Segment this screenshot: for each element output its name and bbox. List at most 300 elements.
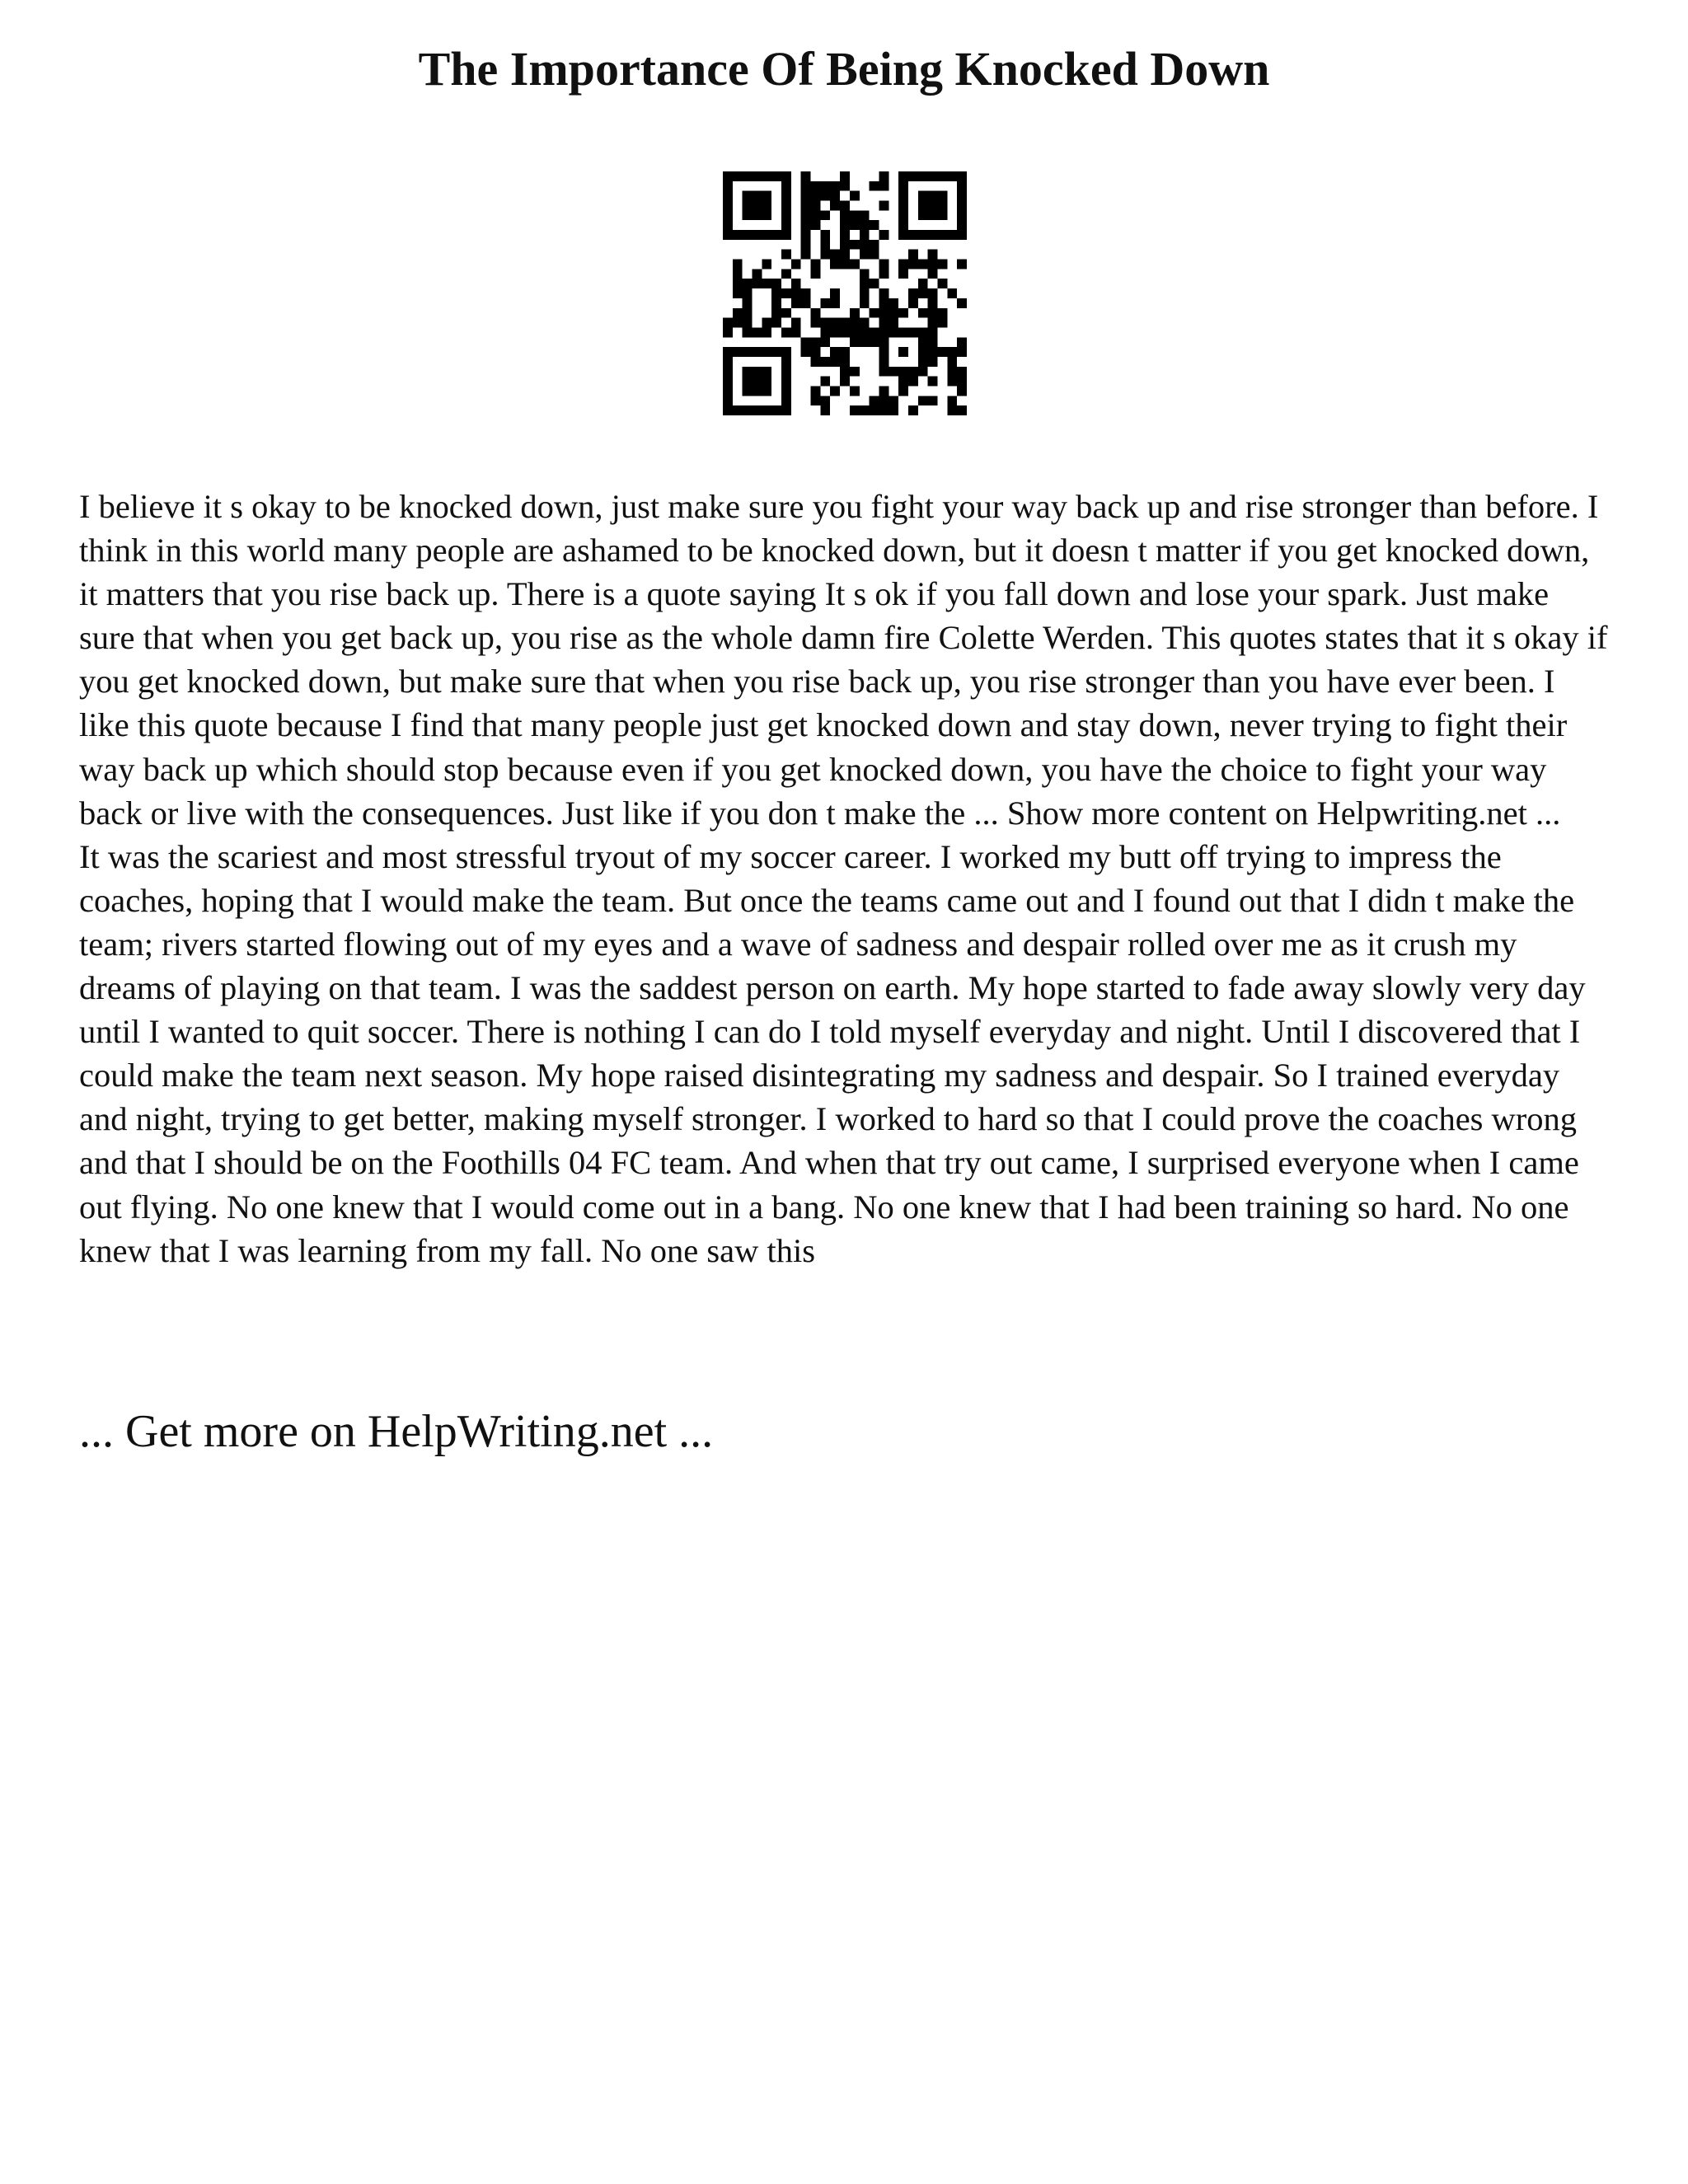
qr-module xyxy=(860,327,870,337)
qr-module xyxy=(811,337,821,347)
qr-module xyxy=(771,288,781,298)
qr-module xyxy=(733,230,743,240)
qr-module xyxy=(781,405,791,415)
qr-module xyxy=(801,337,811,347)
qr-module xyxy=(860,279,870,288)
qr-module xyxy=(870,240,879,250)
qr-module xyxy=(879,318,889,328)
qr-module xyxy=(957,405,967,415)
qr-module xyxy=(762,318,771,328)
qr-module xyxy=(723,191,733,201)
qr-module xyxy=(879,327,889,337)
qr-module xyxy=(840,367,850,377)
qr-module xyxy=(791,298,801,308)
qr-module xyxy=(879,308,889,318)
qr-module xyxy=(840,327,850,337)
qr-module xyxy=(937,171,947,181)
qr-module xyxy=(870,308,879,318)
qr-module xyxy=(928,327,938,337)
qr-module xyxy=(733,279,743,288)
qr-module xyxy=(928,269,938,279)
qr-module xyxy=(937,260,947,269)
qr-module xyxy=(723,220,733,230)
qr-module xyxy=(870,220,879,230)
qr-module xyxy=(840,230,850,240)
qr-module xyxy=(957,386,967,396)
qr-module xyxy=(860,288,870,298)
qr-module xyxy=(860,337,870,347)
qr-module xyxy=(957,191,967,201)
qr-module xyxy=(820,357,830,367)
qr-module xyxy=(947,171,957,181)
qr-module xyxy=(743,405,753,415)
qr-module xyxy=(771,171,781,181)
qr-module xyxy=(762,279,771,288)
qr-module xyxy=(947,230,957,240)
qr-module xyxy=(743,171,753,181)
qr-module xyxy=(860,269,870,279)
qr-module xyxy=(918,367,928,377)
qr-module xyxy=(733,347,743,357)
qr-module xyxy=(830,201,840,211)
qr-module xyxy=(879,260,889,269)
qr-module xyxy=(937,279,947,288)
qr-module xyxy=(791,327,801,337)
qr-module xyxy=(811,210,821,220)
qr-module xyxy=(811,201,821,211)
qr-module xyxy=(771,405,781,415)
qr-module xyxy=(723,357,733,367)
qr-module xyxy=(879,181,889,191)
qr-module xyxy=(733,308,743,318)
qr-module xyxy=(908,367,918,377)
qr-module xyxy=(781,288,791,298)
qr-module xyxy=(918,357,928,367)
qr-module xyxy=(898,308,908,318)
qr-module xyxy=(928,347,938,357)
qr-module xyxy=(743,288,753,298)
qr-module xyxy=(898,201,908,211)
qr-module xyxy=(781,367,791,377)
qr-module xyxy=(908,405,918,415)
qr-module xyxy=(840,220,850,230)
qr-module xyxy=(947,347,957,357)
qr-module xyxy=(918,201,928,211)
qr-module xyxy=(879,337,889,347)
qr-module xyxy=(820,377,830,387)
qr-module xyxy=(928,357,938,367)
qr-module xyxy=(743,386,753,396)
qr-module xyxy=(723,318,733,328)
qr-module xyxy=(791,260,801,269)
qr-module xyxy=(908,377,918,387)
qr-module xyxy=(801,210,811,220)
qr-module xyxy=(781,181,791,191)
qr-module xyxy=(928,377,938,387)
qr-module xyxy=(898,181,908,191)
qr-module xyxy=(791,318,801,328)
qr-module xyxy=(733,260,743,269)
qr-module xyxy=(820,318,830,328)
qr-module xyxy=(850,337,860,347)
qr-module xyxy=(762,210,771,220)
document-title: The Importance Of Being Knocked Down xyxy=(418,42,1270,96)
qr-module xyxy=(947,367,957,377)
qr-module xyxy=(820,230,830,240)
qr-module xyxy=(908,327,918,337)
qr-module xyxy=(898,347,908,357)
qr-module xyxy=(957,377,967,387)
qr-module xyxy=(743,191,753,201)
qr-module xyxy=(870,337,879,347)
qr-module xyxy=(918,327,928,337)
qr-module xyxy=(781,171,791,181)
qr-module xyxy=(743,210,753,220)
qr-module xyxy=(753,405,762,415)
qr-module xyxy=(918,171,928,181)
qr-module xyxy=(889,367,898,377)
qr-module xyxy=(781,377,791,387)
qr-module xyxy=(898,327,908,337)
qr-module xyxy=(928,250,938,260)
qr-module xyxy=(801,298,811,308)
qr-module xyxy=(947,396,957,405)
qr-module xyxy=(879,405,889,415)
qr-module xyxy=(957,181,967,191)
qr-module xyxy=(811,181,821,191)
qr-module xyxy=(840,181,850,191)
qr-module xyxy=(781,210,791,220)
qr-module xyxy=(733,269,743,279)
qr-module xyxy=(762,327,771,337)
qr-module xyxy=(830,357,840,367)
qr-module xyxy=(723,171,733,181)
qr-module xyxy=(870,181,879,191)
qr-module xyxy=(753,191,762,201)
qr-module xyxy=(811,396,821,405)
qr-module xyxy=(762,201,771,211)
qr-module xyxy=(918,288,928,298)
qr-module xyxy=(908,298,918,308)
qr-module xyxy=(771,298,781,308)
qr-module xyxy=(850,367,860,377)
qr-module xyxy=(743,377,753,387)
qr-module xyxy=(781,386,791,396)
qr-module xyxy=(723,386,733,396)
qr-module xyxy=(771,308,781,318)
qr-module xyxy=(879,347,889,357)
qr-module xyxy=(820,327,830,337)
qr-module xyxy=(811,347,821,357)
qr-module xyxy=(753,269,762,279)
qr-module xyxy=(830,250,840,260)
qr-module xyxy=(762,347,771,357)
qr-module xyxy=(801,250,811,260)
qr-module xyxy=(771,347,781,357)
qr-module xyxy=(811,191,821,201)
qr-module xyxy=(801,181,811,191)
qr-module xyxy=(781,396,791,405)
qr-module xyxy=(860,210,870,220)
qr-module xyxy=(830,181,840,191)
qr-module xyxy=(762,377,771,387)
qr-module xyxy=(898,377,908,387)
qr-module xyxy=(723,210,733,220)
qr-module xyxy=(860,230,870,240)
qr-module xyxy=(840,357,850,367)
qr-module xyxy=(918,347,928,357)
qr-module xyxy=(879,201,889,211)
qr-module xyxy=(898,210,908,220)
qr-module xyxy=(860,405,870,415)
qr-module xyxy=(908,250,918,260)
qr-module xyxy=(850,260,860,269)
qr-module xyxy=(840,210,850,220)
qr-module xyxy=(879,230,889,240)
qr-module xyxy=(918,230,928,240)
qr-module xyxy=(743,318,753,328)
qr-module xyxy=(723,405,733,415)
qr-module xyxy=(957,347,967,357)
qr-module xyxy=(850,318,860,328)
qr-module xyxy=(908,171,918,181)
qr-module xyxy=(870,279,879,288)
qr-module xyxy=(928,308,938,318)
qr-module xyxy=(801,288,811,298)
document-body xyxy=(79,485,1612,1272)
qr-module xyxy=(820,181,830,191)
body-paragraph-1: I believe it s okay to be knocked down, just make sure you fight your way back up and rise stronger than before. I think in this world many people are ashamed to be knocked down, but it doesn t matter if you get knocked down, it matters that you rise back up. There is a quote saying It s ok if you fall down and lose your spark. Just make sure that when you get back up, you rise as the whole damn fire Colette Werden. This quotes states that it s okay if you get knocked down, but make sure that when you rise back up, you rise stronger than you have ever been. I like this quote because I find that many people just get knocked down and stay down, never trying to fight their way back up which should stop because even if you get knocked down, you have the choice to fight your way back or live with the consequences. Just like if you don t make the ... Show more content on Helpwriting.net ... xyxy=(79,488,1608,832)
qr-module xyxy=(781,269,791,279)
qr-module xyxy=(762,191,771,201)
qr-module xyxy=(889,298,898,308)
qr-module xyxy=(801,191,811,201)
qr-module xyxy=(820,250,830,260)
qr-module xyxy=(781,327,791,337)
qr-module xyxy=(830,318,840,328)
qr-module xyxy=(860,240,870,250)
qr-module xyxy=(801,220,811,230)
qr-module xyxy=(889,396,898,405)
qr-module xyxy=(928,337,938,347)
qr-module xyxy=(753,201,762,211)
qr-module xyxy=(781,201,791,211)
qr-module xyxy=(830,386,840,396)
qr-module xyxy=(928,318,938,328)
qr-module xyxy=(908,260,918,269)
qr-module xyxy=(723,396,733,405)
qr-module xyxy=(957,298,967,308)
qr-module xyxy=(937,201,947,211)
qr-module xyxy=(937,318,947,328)
qr-module xyxy=(937,191,947,201)
qr-module xyxy=(811,308,821,318)
qr-module xyxy=(928,210,938,220)
get-more-link[interactable]: ... Get more on HelpWriting.net ... xyxy=(79,1406,714,1457)
qr-module xyxy=(918,210,928,220)
qr-module xyxy=(937,347,947,357)
qr-module xyxy=(879,396,889,405)
qr-module xyxy=(791,279,801,288)
qr-module xyxy=(723,181,733,191)
qr-module xyxy=(957,220,967,230)
qr-module xyxy=(733,288,743,298)
qr-module xyxy=(723,347,733,357)
qr-module xyxy=(957,337,967,347)
qr-module xyxy=(937,230,947,240)
qr-module xyxy=(850,220,860,230)
qr-module xyxy=(820,240,830,250)
qr-module xyxy=(830,298,840,308)
qr-module xyxy=(918,337,928,347)
qr-module xyxy=(762,367,771,377)
qr-module xyxy=(879,357,889,367)
qr-module xyxy=(957,201,967,211)
qr-module xyxy=(840,250,850,260)
qr-module xyxy=(820,405,830,415)
qr-module xyxy=(801,230,811,240)
qr-module xyxy=(860,318,870,328)
qr-module xyxy=(811,386,821,396)
qr-module xyxy=(879,298,889,308)
qr-module xyxy=(850,210,860,220)
body-paragraph-2: It was the scariest and most stressful tryout of my soccer career. I worked my butt off trying to impress the coaches, hoping that I would make the team. But once the teams came out and I found out that I didn t make the team; rivers started flowing out of my eyes and a wave of sadness and despair rolled over me as it crush my dreams of playing on that team. I was the saddest person on earth. My hope started to fade away slowly very day until I wanted to quit soccer. There is nothing I can do I told myself everyday and night. Until I discovered that I could make the team next season. My hope raised disintegrating my sadness and despair. So I trained everyday and night, trying to get better, making myself stronger. I worked to hard so that I could prove the coaches wrong and that I should be on the Foothills 04 FC team. And when that try out came, I surprised everyone when I came out flying. No one knew that I would come out in a bang. No one knew that I had been training so hard. No one knew that I was learning from my fall. No one saw this xyxy=(79,837,1586,1269)
qr-module xyxy=(840,260,850,269)
qr-module xyxy=(801,201,811,211)
qr-module xyxy=(957,260,967,269)
qr-module xyxy=(733,405,743,415)
qr-module xyxy=(762,405,771,415)
qr-module xyxy=(781,230,791,240)
qr-module xyxy=(957,230,967,240)
qr-module xyxy=(850,327,860,337)
qr-module xyxy=(762,230,771,240)
qr-module xyxy=(820,298,830,308)
qr-module xyxy=(879,386,889,396)
qr-module xyxy=(879,171,889,181)
qr-module xyxy=(753,210,762,220)
qr-module xyxy=(723,367,733,377)
qr-module xyxy=(850,386,860,396)
qr-module xyxy=(908,288,918,298)
qr-module xyxy=(870,327,879,337)
qr-module xyxy=(870,405,879,415)
qr-module xyxy=(928,201,938,211)
qr-module xyxy=(898,260,908,269)
qr-module xyxy=(781,191,791,201)
qr-module xyxy=(781,308,791,318)
qr-module xyxy=(957,171,967,181)
qr-module xyxy=(753,327,762,337)
qr-module xyxy=(898,230,908,240)
qr-module xyxy=(840,171,850,181)
qr-module xyxy=(811,318,821,328)
qr-module xyxy=(811,357,821,367)
qr-module xyxy=(879,367,889,377)
qr-module xyxy=(820,396,830,405)
qr-module xyxy=(918,308,928,318)
qr-module xyxy=(743,327,753,337)
qr-module xyxy=(771,318,781,328)
qr-module xyxy=(937,210,947,220)
qr-module xyxy=(889,308,898,318)
qr-module xyxy=(850,191,860,201)
qr-module xyxy=(762,386,771,396)
qr-module xyxy=(918,260,928,269)
qr-module xyxy=(898,191,908,201)
qr-module xyxy=(811,220,821,230)
qr-module xyxy=(928,230,938,240)
qr-module xyxy=(928,191,938,201)
qr-module xyxy=(811,269,821,279)
qr-module xyxy=(781,347,791,357)
qr-module xyxy=(889,405,898,415)
qr-module xyxy=(743,230,753,240)
qr-module xyxy=(820,337,830,347)
qr-module xyxy=(743,367,753,377)
qr-module xyxy=(743,298,753,308)
qr-module xyxy=(753,386,762,396)
qr-module xyxy=(947,288,957,298)
qr-module xyxy=(723,327,733,337)
qr-module xyxy=(957,210,967,220)
qr-module xyxy=(947,405,957,415)
qr-module xyxy=(840,377,850,387)
qr-module xyxy=(850,240,860,250)
qr-module xyxy=(870,250,879,260)
qr-module xyxy=(840,318,850,328)
qr-module xyxy=(723,230,733,240)
qr-module xyxy=(801,347,811,357)
qr-module xyxy=(928,288,938,298)
qr-module xyxy=(850,308,860,318)
qr-module xyxy=(870,396,879,405)
qr-module xyxy=(753,279,762,288)
qr-module xyxy=(743,347,753,357)
qr-module xyxy=(928,171,938,181)
qr-module xyxy=(762,260,771,269)
qr-module xyxy=(840,201,850,211)
qr-module xyxy=(771,279,781,288)
qr-module xyxy=(879,288,889,298)
qr-module xyxy=(723,377,733,387)
qr-module xyxy=(801,171,811,181)
qr-module xyxy=(860,220,870,230)
qr-module xyxy=(733,171,743,181)
qr-module xyxy=(762,171,771,181)
qr-module xyxy=(820,210,830,220)
qr-module xyxy=(889,327,898,337)
qr-code-icon xyxy=(723,171,967,415)
qr-module xyxy=(723,201,733,211)
qr-module xyxy=(753,230,762,240)
qr-module xyxy=(860,298,870,308)
qr-module xyxy=(898,269,908,279)
qr-module xyxy=(753,367,762,377)
qr-module xyxy=(781,357,791,367)
qr-module xyxy=(830,327,840,337)
qr-module xyxy=(947,377,957,387)
qr-module xyxy=(898,367,908,377)
qr-module xyxy=(753,171,762,181)
qr-module xyxy=(820,191,830,201)
qr-module xyxy=(850,405,860,415)
qr-module xyxy=(889,318,898,328)
qr-module xyxy=(918,191,928,201)
qr-module xyxy=(743,279,753,288)
qr-module xyxy=(860,250,870,260)
qr-module xyxy=(898,220,908,230)
